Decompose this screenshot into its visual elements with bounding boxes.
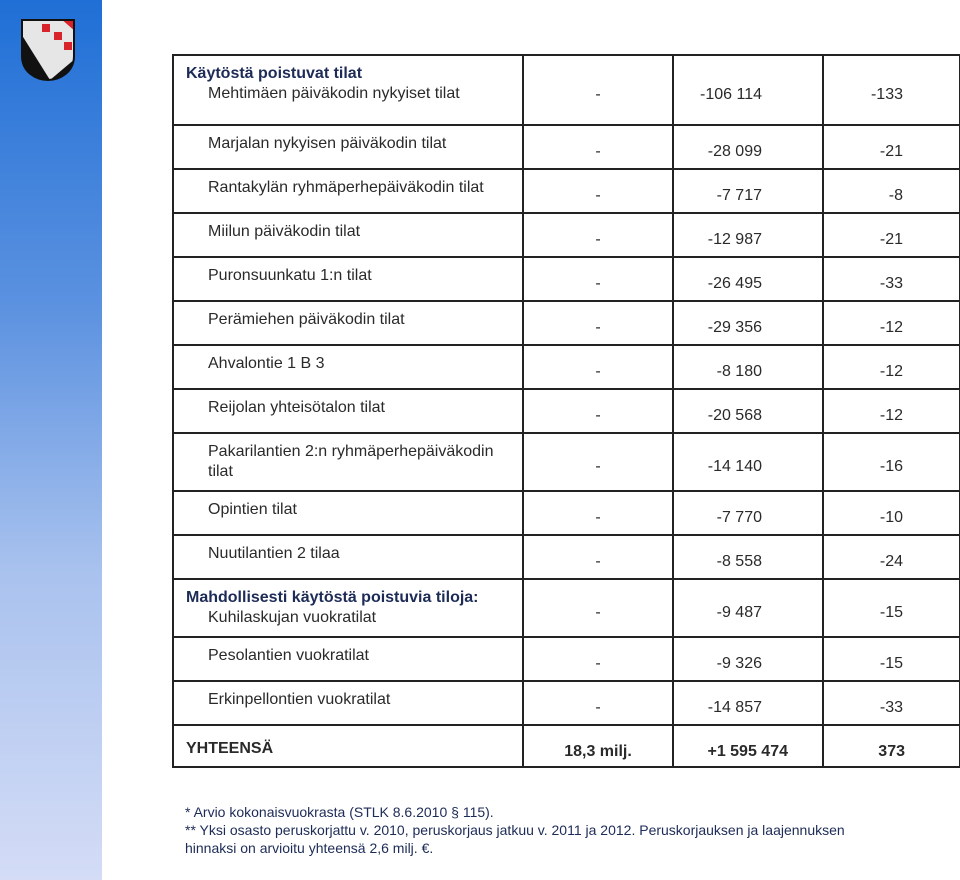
sidebar-gradient: [0, 0, 102, 880]
table-row: [173, 345, 960, 389]
total-rent: +1 595 474: [673, 725, 823, 767]
area-cell: -21: [823, 213, 960, 257]
footnote-1: * Arvio kokonaisvuokrasta (STLK 8.6.2010 § 115).: [185, 804, 494, 820]
rent-cell: -29 356: [673, 301, 823, 345]
table-row: [173, 55, 960, 125]
table-row: [173, 491, 960, 535]
table-row: [173, 637, 960, 681]
label-cell: [173, 301, 523, 345]
area-cell: -21: [823, 125, 960, 169]
section-heading: Mahdollisesti käytöstä poistuvia tiloja:: [186, 589, 479, 606]
rent-cell: -9 326: [673, 637, 823, 681]
table-row: [173, 125, 960, 169]
cost-cell: -: [523, 389, 673, 433]
table-row: [173, 681, 960, 725]
label-cell: [173, 491, 523, 535]
table-row: [173, 257, 960, 301]
label-cell: [173, 55, 523, 125]
rent-cell: -28 099: [673, 125, 823, 169]
premises-label: Perämiehen päiväkodin tilat: [208, 311, 405, 328]
rent-cell: -8 180: [673, 345, 823, 389]
label-cell: [173, 681, 523, 725]
rent-cell: -7 717: [673, 169, 823, 213]
label-cell: [173, 389, 523, 433]
total-cost: 18,3 milj.: [523, 725, 673, 767]
footnote-2: ** Yksi osasto peruskorjattu v. 2010, peruskorjaus jatkuu v. 2011 ja 2012. Peruskorjauksen ja laajennuksen: [185, 822, 845, 838]
cost-cell: -: [523, 535, 673, 579]
total-row: [173, 725, 960, 767]
total-label: YHTEENSÄ: [173, 725, 523, 767]
premises-label: Nuutilantien 2 tilaa: [208, 545, 340, 562]
cost-cell: -: [523, 491, 673, 535]
area-cell: -24: [823, 535, 960, 579]
premises-label: Pakarilantien 2:n ryhmäperhepäiväkodin tilat: [208, 443, 494, 480]
table-row: [173, 213, 960, 257]
premises-label: Reijolan yhteisötalon tilat: [208, 399, 385, 416]
cost-cell: -: [523, 681, 673, 725]
premises-label: Mehtimäen päiväkodin nykyiset tilat: [208, 85, 460, 102]
premises-label: Opintien tilat: [208, 501, 297, 518]
rent-cell: -14 857: [673, 681, 823, 725]
cost-cell: -: [523, 637, 673, 681]
area-cell: -15: [823, 637, 960, 681]
coat-of-arms-icon: [20, 18, 76, 82]
area-cell: -12: [823, 345, 960, 389]
cost-cell: -: [523, 257, 673, 301]
premises-label: Marjalan nykyisen päiväkodin tilat: [208, 135, 447, 152]
cost-cell: -: [523, 55, 673, 125]
rent-cell: -7 770: [673, 491, 823, 535]
cost-cell: -: [523, 169, 673, 213]
rent-cell: -8 558: [673, 535, 823, 579]
premises-label: Pesolantien vuokratilat: [208, 647, 369, 664]
table-row: [173, 389, 960, 433]
rent-cell: -26 495: [673, 257, 823, 301]
premises-label: Kuhilaskujan vuokratilat: [208, 609, 377, 626]
table-row: [173, 433, 960, 491]
area-cell: -133: [823, 55, 960, 125]
area-cell: -10: [823, 491, 960, 535]
cost-cell: -: [523, 301, 673, 345]
cost-cell: -: [523, 345, 673, 389]
cost-cell: -: [523, 579, 673, 637]
label-cell: [173, 257, 523, 301]
total-area: 373: [823, 725, 960, 767]
rent-cell: -9 487: [673, 579, 823, 637]
area-cell: -33: [823, 681, 960, 725]
table-row: [173, 579, 960, 637]
cost-cell: -: [523, 213, 673, 257]
footnotes: [185, 803, 955, 857]
table-row: [173, 535, 960, 579]
rent-cell: -14 140: [673, 433, 823, 491]
rent-cell: -20 568: [673, 389, 823, 433]
label-cell: [173, 213, 523, 257]
area-cell: -16: [823, 433, 960, 491]
area-cell: -8: [823, 169, 960, 213]
premises-label: Rantakylän ryhmäperhepäiväkodin tilat: [208, 179, 484, 196]
premises-label: Ahvalontie 1 B 3: [208, 355, 325, 372]
table-row: [173, 301, 960, 345]
table-row: [173, 169, 960, 213]
rent-cell: -12 987: [673, 213, 823, 257]
premises-label: Erkinpellontien vuokratilat: [208, 691, 391, 708]
premises-label: Miilun päiväkodin tilat: [208, 223, 361, 240]
area-cell: -12: [823, 301, 960, 345]
label-cell: [173, 169, 523, 213]
premises-table: [172, 54, 960, 768]
label-cell: [173, 345, 523, 389]
premises-label: Puronsuunkatu 1:n tilat: [208, 267, 372, 284]
label-cell: [173, 433, 523, 491]
cost-cell: -: [523, 433, 673, 491]
rent-cell: -106 114: [673, 55, 823, 125]
area-cell: -15: [823, 579, 960, 637]
section-heading: Käytöstä poistuvat tilat: [186, 65, 363, 82]
area-cell: -33: [823, 257, 960, 301]
footnote-3: hinnaksi on arvioitu yhteensä 2,6 milj. €.: [185, 840, 434, 856]
label-cell: [173, 637, 523, 681]
area-cell: -12: [823, 389, 960, 433]
label-cell: [173, 579, 523, 637]
label-cell: [173, 535, 523, 579]
label-cell: [173, 125, 523, 169]
cost-cell: -: [523, 125, 673, 169]
